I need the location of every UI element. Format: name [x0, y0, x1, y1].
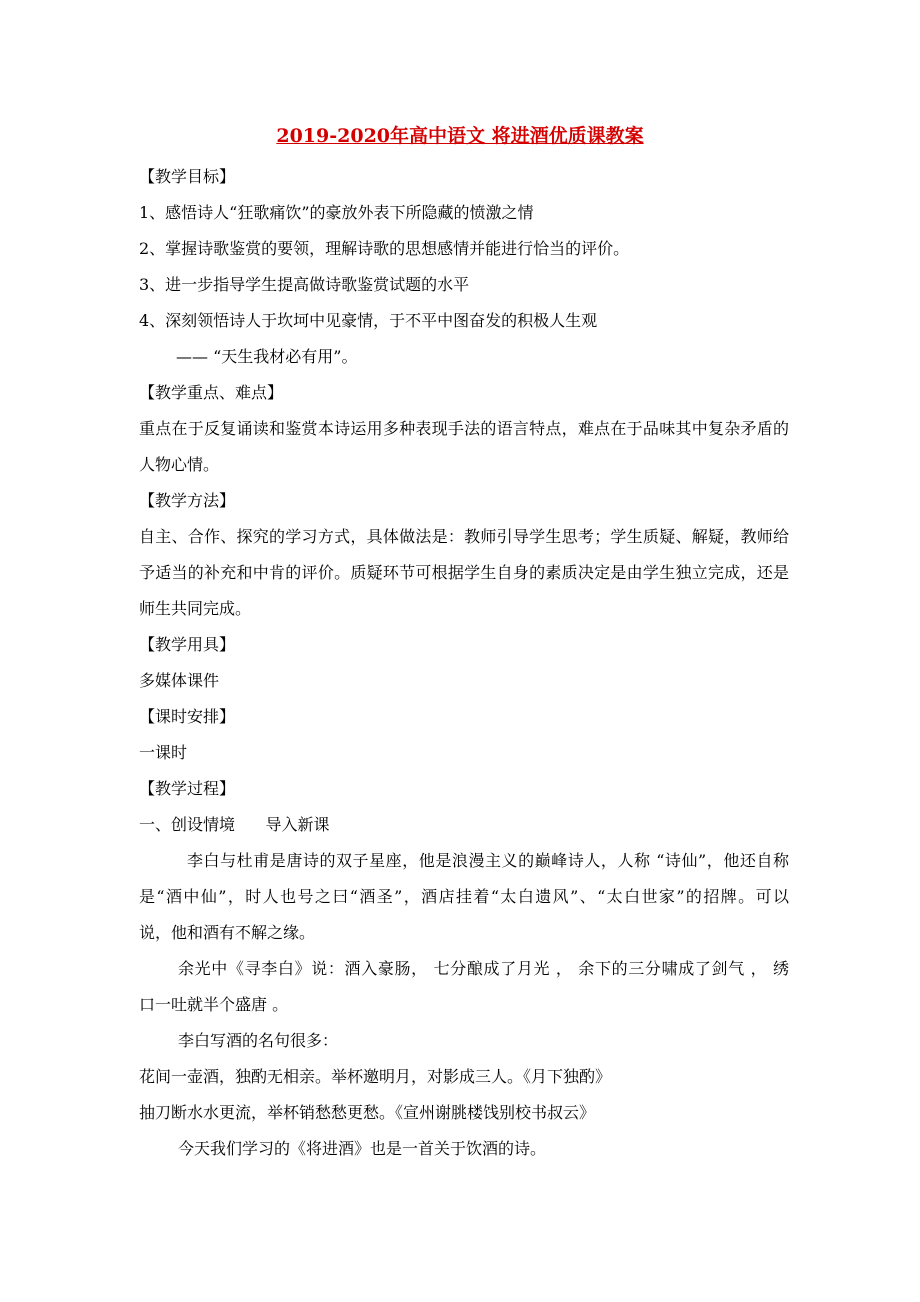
goal-item-1: 1、感悟诗人“狂歌痛饮”的豪放外表下所隐藏的愤激之情	[139, 203, 534, 222]
heading-teaching-methods: 【教学方法】	[139, 491, 236, 510]
intro-paragraph-3: 说，他和酒有不解之缘。	[139, 923, 316, 942]
key-points-text-2: 人物心情。	[139, 455, 220, 474]
heading-key-points: 【教学重点、难点】	[139, 383, 284, 402]
document-title: 2019-2020年高中语文 将进酒优质课教案	[276, 125, 644, 147]
yu-guangzhong-quote-1: 余光中《寻李白》说：酒入豪肠， 七分酿成了月光 ， 余下的三分啸成了剑气 ， 绣	[178, 959, 789, 978]
methods-text-1: 自主、合作、探究的学习方式，具体做法是：教师引导学生思考；学生质疑、解疑，教师给	[139, 527, 789, 546]
poem-line-2: 抽刀断水水更流，举杯销愁愁更愁。《宣州谢朓楼饯别校书叔云》	[139, 1103, 596, 1122]
goal-quote: —— “天生我材必有用”。	[176, 347, 358, 366]
methods-text-2: 予适当的补充和中肯的评价。质疑环节可根据学生自身的素质决定是由学生独立完成，还是	[139, 563, 789, 582]
heading-schedule: 【课时安排】	[139, 707, 236, 726]
goal-item-4: 4、深刻领悟诗人于坎坷中见豪情，于不平中图奋发的积极人生观	[139, 311, 598, 330]
methods-text-3: 师生共同完成。	[139, 599, 252, 618]
key-points-text-1: 重点在于反复诵读和鉴赏本诗运用多种表现手法的语言特点，难点在于品味其中复杂矛盾的	[139, 419, 789, 438]
process-step-1: 一、创设情境 导入新课	[139, 815, 330, 834]
goal-item-3: 3、进一步指导学生提高做诗歌鉴赏试题的水平	[139, 275, 470, 294]
goal-item-2: 2、掌握诗歌鉴赏的要领，理解诗歌的思想感情并能进行恰当的评价。	[139, 239, 630, 258]
yu-guangzhong-quote-2: 口一吐就半个盛唐 。	[139, 995, 289, 1014]
intro-paragraph-2: 是“酒中仙”，时人也号之曰“酒圣”，酒店挂着“太白遗风”、“太白世家”的招牌。可以	[139, 887, 789, 906]
intro-paragraph-1: 李白与杜甫是唐诗的双子星座，他是浪漫主义的巅峰诗人，人称 “诗仙”，他还自称	[187, 851, 789, 870]
li-bai-wine-lines-intro: 李白写酒的名句很多：	[178, 1031, 339, 1050]
heading-teaching-goals: 【教学目标】	[139, 167, 236, 186]
heading-teaching-process: 【教学过程】	[139, 779, 236, 798]
today-lesson-text: 今天我们学习的《将进酒》也是一首关于饮酒的诗。	[178, 1139, 547, 1158]
tools-text: 多媒体课件	[139, 671, 220, 690]
heading-teaching-tools: 【教学用具】	[139, 635, 236, 654]
schedule-text: 一课时	[139, 743, 188, 762]
poem-line-1: 花间一壶酒，独酌无相亲。举杯邀明月，对影成三人。《月下独酌》	[139, 1067, 612, 1086]
